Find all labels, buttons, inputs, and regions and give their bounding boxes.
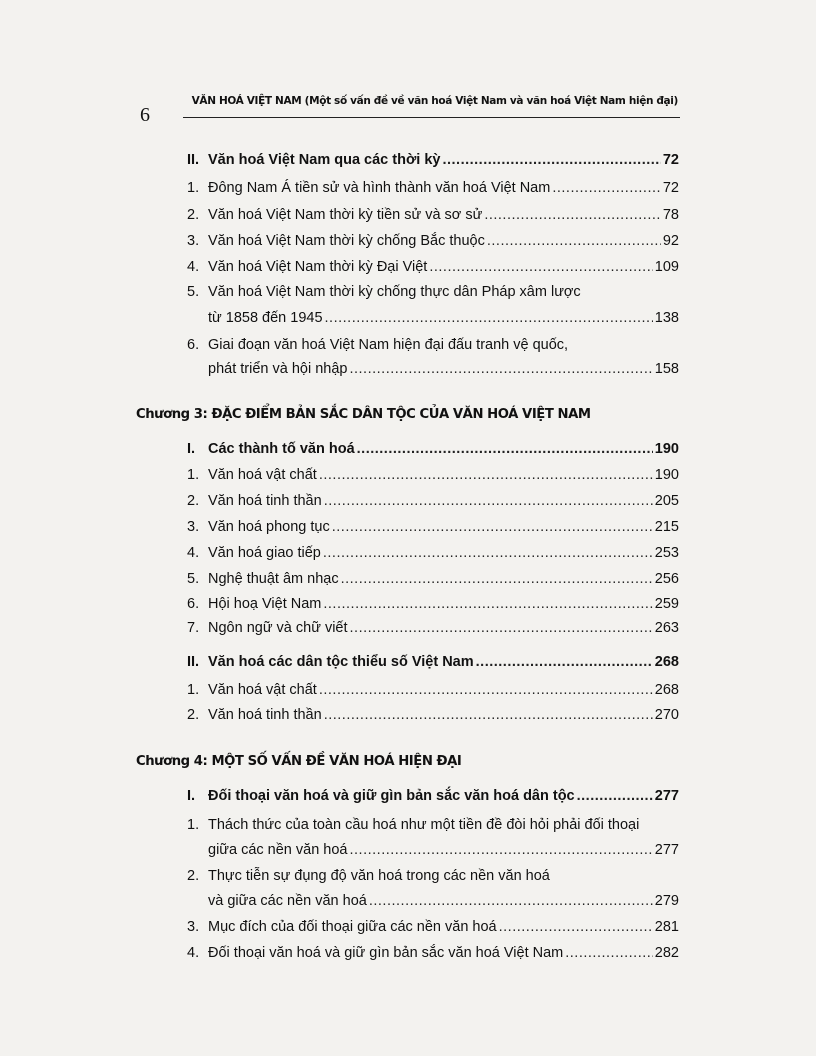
toc-entry [187, 231, 679, 251]
toc-entry-first-line [187, 815, 639, 835]
page-ref: 205 [654, 493, 679, 509]
dot-leader [577, 786, 653, 806]
entry-number: 6. [187, 596, 200, 612]
dot-leader [429, 257, 652, 277]
page-ref: 253 [654, 545, 679, 561]
dot-leader [341, 569, 653, 589]
toc-entry [187, 517, 679, 537]
dot-leader [324, 705, 653, 725]
page-ref: 256 [654, 571, 679, 587]
page-ref: 281 [654, 919, 679, 935]
entry-number: 2. [187, 868, 200, 884]
page-ref: 190 [654, 441, 679, 457]
entry-number: 4. [187, 945, 200, 961]
section-number: I. [187, 441, 196, 457]
page-ref: 268 [654, 654, 679, 670]
entry-title: Văn hoá giao tiếp [208, 545, 321, 561]
section-title: Văn hoá các dân tộc thiểu số Việt Nam [208, 654, 474, 670]
section-title: Các thành tố văn hoá [208, 441, 355, 457]
toc-entry [187, 680, 679, 700]
toc-entry [187, 205, 679, 225]
dot-leader [499, 917, 653, 937]
entry-number: 6. [187, 337, 200, 353]
header-rule [183, 117, 680, 118]
dot-leader [323, 543, 653, 563]
toc-entry-first-line [187, 866, 550, 886]
toc-entry [187, 569, 679, 589]
entry-number: 4. [187, 545, 200, 561]
toc-entry [187, 257, 679, 277]
dot-leader [349, 359, 652, 379]
page-ref: 282 [654, 945, 679, 961]
entry-title: Văn hoá vật chất [208, 682, 317, 698]
entry-title-continued: từ 1858 đến 1945 [208, 310, 323, 326]
entry-title: Văn hoá Việt Nam thời kỳ Đại Việt [208, 259, 428, 275]
entry-number: 3. [187, 919, 200, 935]
entry-number: 3. [187, 519, 200, 535]
entry-title: Nghệ thuật âm nhạc [208, 571, 339, 587]
page-ref: 215 [654, 519, 679, 535]
page-ref: 78 [662, 207, 679, 223]
entry-number: 2. [187, 707, 200, 723]
entry-number: 1. [187, 817, 200, 833]
dot-leader [324, 491, 653, 511]
entry-number: 4. [187, 259, 200, 275]
entry-number: 1. [187, 467, 200, 483]
entry-title: Văn hoá vật chất [208, 467, 317, 483]
entry-number: 2. [187, 493, 200, 509]
dot-leader [565, 943, 653, 963]
page-ref: 158 [654, 361, 679, 377]
page-ref: 190 [654, 467, 679, 483]
page-number: 6 [140, 104, 150, 126]
page-ref: 138 [654, 310, 679, 326]
entry-title: Thách thức của toàn cầu hoá như một tiền đề đòi hỏi phải đối thoại [208, 817, 640, 833]
toc-entry [187, 618, 679, 638]
dot-leader [350, 618, 653, 638]
toc-entry [187, 594, 679, 614]
toc-entry-continuation [208, 840, 679, 860]
dot-leader [332, 517, 653, 537]
entry-number: 5. [187, 571, 200, 587]
dot-leader [357, 439, 653, 459]
entry-title: Văn hoá phong tục [208, 519, 330, 535]
dot-leader [350, 840, 653, 860]
dot-leader [487, 231, 661, 251]
page-ref: 259 [654, 596, 679, 612]
toc-entry-continuation [208, 359, 679, 379]
toc-section-heading [187, 439, 679, 459]
dot-leader [369, 891, 653, 911]
page-ref: 277 [654, 842, 679, 858]
page-ref: 268 [654, 682, 679, 698]
entry-number: 7. [187, 620, 200, 636]
chapter-heading: Chương 4: MỘT SỐ VẤN ĐỀ VĂN HOÁ HIỆN ĐẠI [136, 754, 462, 769]
entry-number: 1. [187, 180, 200, 196]
dot-leader [319, 680, 653, 700]
running-head: VĂN HOÁ VIỆT NAM (Một số vấn đề về văn hoá Việt Nam và văn hoá Việt Nam hiện đại) [191, 95, 678, 107]
entry-number: 5. [187, 284, 200, 300]
toc-entry-continuation [208, 308, 679, 328]
chapter-heading: Chương 3: ĐẶC ĐIỂM BẢN SẮC DÂN TỘC CỦA VĂN HOÁ VIỆT NAM [136, 407, 591, 422]
toc-section-heading [187, 652, 679, 672]
entry-title: Mục đích của đối thoại giữa các nền văn hoá [208, 919, 497, 935]
dot-leader [442, 150, 660, 170]
section-title: Văn hoá Việt Nam qua các thời kỳ [208, 152, 441, 168]
page-ref: 72 [662, 180, 679, 196]
dot-leader [476, 652, 653, 672]
page-ref: 263 [654, 620, 679, 636]
toc-section-heading [187, 150, 679, 170]
toc-entry [187, 491, 679, 511]
page-ref: 109 [654, 259, 679, 275]
entry-title: Văn hoá Việt Nam thời kỳ tiền sử và sơ sử [208, 207, 483, 223]
entry-title: Văn hoá Việt Nam thời kỳ chống Bắc thuộc [208, 233, 485, 249]
entry-title-continued: và giữa các nền văn hoá [208, 893, 367, 909]
section-title: Đối thoại văn hoá và giữ gìn bản sắc văn hoá dân tộc [208, 788, 575, 804]
toc-entry [187, 465, 679, 485]
section-number: I. [187, 788, 196, 804]
section-number: II. [187, 152, 200, 168]
entry-title: Văn hoá tinh thần [208, 493, 322, 509]
entry-title: Đông Nam Á tiền sử và hình thành văn hoá Việt Nam [208, 180, 551, 196]
page-ref: 277 [654, 788, 679, 804]
toc-entry [187, 178, 679, 198]
entry-title: Văn hoá Việt Nam thời kỳ chống thực dân Pháp xâm lược [208, 284, 581, 300]
toc-entry [187, 543, 679, 563]
entry-number: 2. [187, 207, 200, 223]
entry-title: Hội hoạ Việt Nam [208, 596, 322, 612]
page-ref: 72 [662, 152, 679, 168]
page-ref: 270 [654, 707, 679, 723]
toc-entry-first-line [187, 335, 568, 355]
toc-section-heading [187, 786, 679, 806]
entry-number: 1. [187, 682, 200, 698]
toc-entry [187, 943, 679, 963]
entry-title-continued: phát triển và hội nhập [208, 361, 348, 377]
page-ref: 92 [662, 233, 679, 249]
toc-entry [187, 917, 679, 937]
entry-number: 3. [187, 233, 200, 249]
toc-entry [187, 705, 679, 725]
dot-leader [484, 205, 661, 225]
entry-title-continued: giữa các nền văn hoá [208, 842, 348, 858]
entry-title: Thực tiễn sự đụng độ văn hoá trong các nền văn hoá [208, 868, 550, 884]
toc-entry-continuation [208, 891, 679, 911]
dot-leader [325, 308, 653, 328]
entry-title: Ngôn ngữ và chữ viết [208, 620, 348, 636]
entry-title: Đối thoại văn hoá và giữ gìn bản sắc văn hoá Việt Nam [208, 945, 564, 961]
dot-leader [319, 465, 653, 485]
section-number: II. [187, 654, 200, 670]
dot-leader [552, 178, 661, 198]
toc-entry-first-line [187, 282, 581, 302]
entry-title: Văn hoá tinh thần [208, 707, 322, 723]
entry-title: Giai đoạn văn hoá Việt Nam hiện đại đấu tranh vệ quốc, [208, 337, 569, 353]
dot-leader [323, 594, 652, 614]
page-ref: 279 [654, 893, 679, 909]
